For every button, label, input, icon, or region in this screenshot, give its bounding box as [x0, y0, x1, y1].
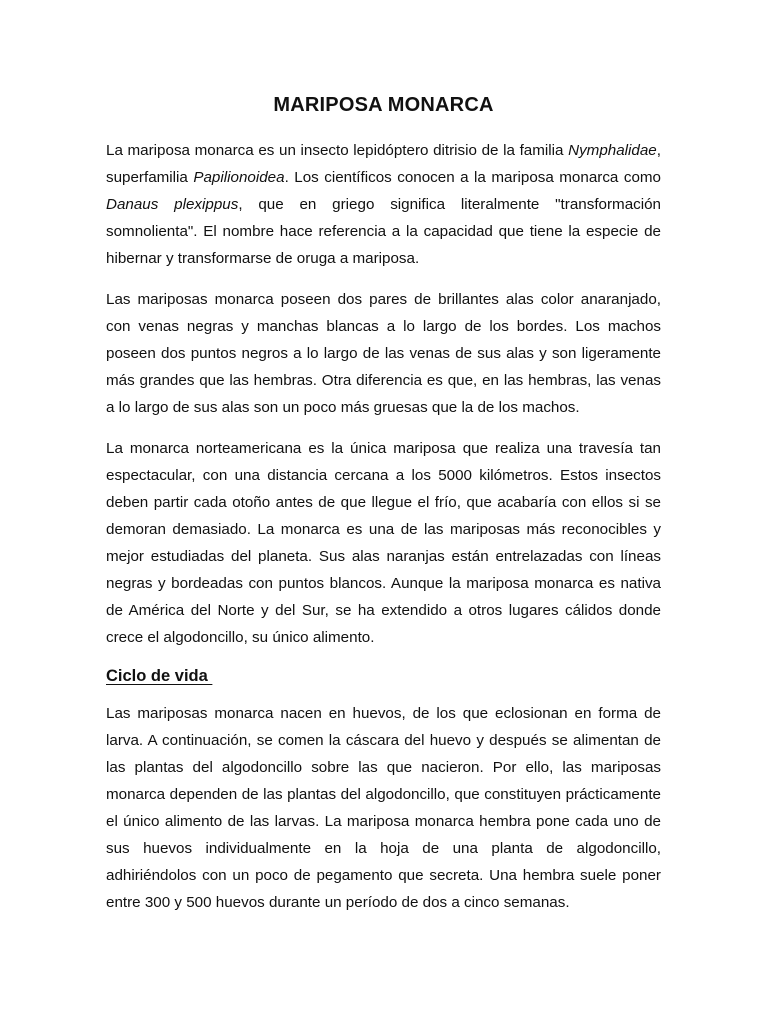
- paragraph-intro-text-1: La mariposa monarca es un insecto lepidóptero ditrisio de la familia: [106, 142, 569, 159]
- paragraph-intro: [106, 137, 661, 272]
- document-title: MARIPOSA MONARCA: [273, 94, 494, 116]
- paragraph-intro-text-3: . Los científicos conocen a la mariposa monarca como: [284, 169, 661, 186]
- section-heading-life-cycle: Ciclo de vida: [106, 667, 213, 685]
- paragraph-appearance: Las mariposas monarca poseen dos pares de brillantes alas color anaranjado, con venas negras y manchas blancas a lo largo de los bordes. Los machos poseen dos puntos negros a lo largo de las venas de sus alas y son ligeramente más grandes que las hembras. Otra diferencia es que, en las hembras, las venas a lo largo de sus alas son un poco más gruesas que la de los machos.: [106, 291, 661, 416]
- paragraph-life-cycle: Las mariposas monarca nacen en huevos, de los que eclosionan en forma de larva. A continuación, se comen la cáscara del huevo y después se alimentan de las plantas del algodoncillo sobre las que nacieron. Por ello, las mariposas monarca dependen de las plantas del algodoncillo, que constituyen prácticamente el único alimento de las larvas. La mariposa monarca hembra pone cada uno de sus huevos individualmente en la hoja de una planta de algodoncillo, adhiriéndolos con un poco de pegamento que secreta. Una hembra suele poner entre 300 y 500 huevos durante un período de dos a cinco semanas.: [106, 705, 661, 911]
- document-content: [106, 91, 661, 930]
- paragraph-intro-text-4: , que en griego significa literalmente "transformación somnolienta". El nombre hace referencia a la capacidad que tiene la especie de hibernar y transformarse de oruga a mariposa.: [106, 196, 661, 267]
- paragraph-intro-text-2: , superfamilia: [106, 142, 661, 186]
- family-name-italic: Nymphalidae: [568, 142, 657, 159]
- species-name-italic: Danaus plexippus: [106, 196, 239, 213]
- superfamily-name-italic: Papilionoidea: [193, 169, 285, 186]
- paragraph-migration: La monarca norteamericana es la única mariposa que realiza una travesía tan espectacular, con una distancia cercana a los 5000 kilómetros. Estos insectos deben partir cada otoño antes de que llegue el frío, que acabaría con ellos si se demoran demasiado. La monarca es una de las mariposas más reconocibles y mejor estudiadas del planeta. Sus alas naranjas están entrelazadas con líneas negras y bordeadas con puntos blancos. Aunque la mariposa monarca es nativa de América del Norte y del Sur, se ha extendido a otros lugares cálidos donde crece el algodoncillo, su único alimento.: [106, 440, 661, 646]
